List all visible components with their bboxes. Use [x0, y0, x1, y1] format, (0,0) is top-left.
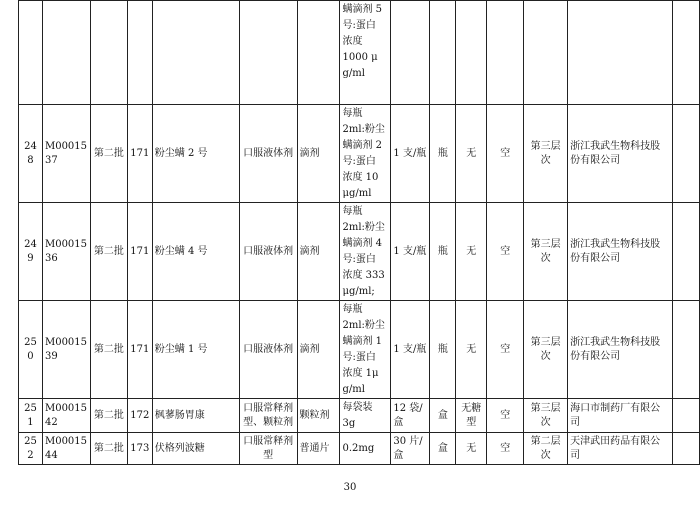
unit-cell: 瓶 [430, 301, 456, 399]
code-cell [42, 1, 90, 105]
code-cell: M0001544 [42, 433, 90, 465]
pack-cell: 1 支/瓶 [391, 301, 430, 399]
drug-name-cell: 粉尘螨 4 号 [152, 203, 239, 301]
spec-cell [340, 1, 391, 105]
spec-cell [340, 301, 391, 399]
spec-line: 螨滴剂 5 [342, 4, 383, 15]
spec-cell [340, 433, 391, 465]
spec-lines [342, 1, 388, 82]
dosage-form-cell: 口服常释剂型、颗粒剂 [239, 399, 297, 433]
batch-cell: 第二批 [90, 301, 127, 399]
drug-name-cell: 粉尘螨 1 号 [152, 301, 239, 399]
drug-catalog-table [18, 0, 700, 465]
code-cell: M0001536 [42, 203, 90, 301]
group-cell: 173 [127, 433, 152, 465]
batch-cell: 第二批 [90, 433, 127, 465]
spec-lines [342, 440, 388, 457]
table-row [19, 301, 700, 399]
seq-cell: 248 [19, 105, 43, 203]
dosage-form-cell [239, 1, 297, 105]
spec-line: 2ml:粉尘 [342, 124, 385, 135]
spec-lines [342, 301, 388, 398]
page-number: 30 [343, 482, 357, 493]
spec-line: 1000 μ [342, 52, 378, 63]
table-row [19, 399, 700, 433]
spec-line: 螨滴剂 1 [342, 336, 383, 347]
type-note-cell [456, 1, 487, 105]
drug-name-cell [152, 1, 239, 105]
spec-line: 号:蛋白 [342, 156, 376, 167]
table-row [19, 203, 700, 301]
extra-cell [672, 1, 699, 105]
form-type-cell: 滴剂 [297, 301, 340, 399]
table-row [19, 105, 700, 203]
spec-line: g/ml [342, 384, 365, 395]
pack-cell: 1 支/瓶 [391, 105, 430, 203]
spec-cell [340, 203, 391, 301]
form-type-cell: 普通片 [297, 433, 340, 465]
table-row [19, 433, 700, 465]
batch-cell: 第二批 [90, 105, 127, 203]
spec-line: 每瓶 [342, 304, 363, 315]
type-note-cell: 无 [456, 203, 487, 301]
company-cell: 海口市制药厂有限公司 [568, 399, 673, 433]
spec-line: 浓度 333 [342, 270, 385, 281]
spec-line: 2ml:粉尘 [342, 222, 385, 233]
spec-line: 号:蛋白 [342, 254, 376, 265]
extra-cell [672, 433, 699, 465]
group-cell: 172 [127, 399, 152, 433]
seq-cell: 249 [19, 203, 43, 301]
company-cell [568, 1, 673, 105]
spec-line: 浓度 10 [342, 172, 379, 183]
dosage-form-cell: 口服液体剂 [239, 203, 297, 301]
spec-cell [340, 399, 391, 433]
blank-cell: 空 [487, 105, 524, 203]
code-cell: M0001537 [42, 105, 90, 203]
spec-lines [342, 399, 388, 432]
batch-cell: 第二批 [90, 203, 127, 301]
group-cell: 171 [127, 105, 152, 203]
unit-cell: 盒 [430, 399, 456, 433]
level-cell: 第三层次 [524, 203, 568, 301]
dosage-form-cell: 口服常释剂型 [239, 433, 297, 465]
spec-line: μg/ml [342, 188, 372, 199]
seq-cell: 251 [19, 399, 43, 433]
spec-line: μg/ml; [342, 286, 375, 297]
group-cell [127, 1, 152, 105]
level-cell [524, 1, 568, 105]
pack-cell: 30 片/盒 [391, 433, 430, 465]
form-type-cell: 滴剂 [297, 203, 340, 301]
spec-line: 浓度 [342, 36, 363, 47]
batch-cell [90, 1, 127, 105]
blank-cell: 空 [487, 203, 524, 301]
seq-cell: 250 [19, 301, 43, 399]
spec-line: 浓度 1μ [342, 368, 379, 379]
pack-cell: 1 支/瓶 [391, 203, 430, 301]
pack-cell [391, 1, 430, 105]
spec-line: 号:蛋白 [342, 20, 376, 31]
batch-cell: 第二批 [90, 399, 127, 433]
form-type-cell [297, 1, 340, 105]
drug-name-cell: 伏格列波糖 [152, 433, 239, 465]
level-cell: 第三层次 [524, 301, 568, 399]
code-cell: M0001539 [42, 301, 90, 399]
drug-name-cell: 枫蓼肠胃康 [152, 399, 239, 433]
spec-line: 每瓶 [342, 206, 363, 217]
form-type-cell: 滴剂 [297, 105, 340, 203]
extra-cell [672, 203, 699, 301]
spec-line: 螨滴剂 2 [342, 140, 383, 151]
company-cell: 浙江我武生物科技股份有限公司 [568, 105, 673, 203]
seq-cell [19, 1, 43, 105]
pack-cell: 12 袋/盒 [391, 399, 430, 433]
dosage-form-cell: 口服液体剂 [239, 301, 297, 399]
type-note-cell: 无 [456, 301, 487, 399]
group-cell: 171 [127, 203, 152, 301]
group-cell: 171 [127, 301, 152, 399]
spec-line: 螨滴剂 4 [342, 238, 383, 249]
spec-lines [342, 105, 388, 202]
blank-cell: 空 [487, 433, 524, 465]
company-cell: 浙江我武生物科技股份有限公司 [568, 203, 673, 301]
spec-line: 3g [342, 418, 356, 429]
spec-line: 每袋装 [342, 402, 373, 413]
extra-cell [672, 301, 699, 399]
extra-cell [672, 105, 699, 203]
form-type-cell: 颗粒剂 [297, 399, 340, 433]
spec-line: 每瓶 [342, 108, 363, 119]
spec-lines [342, 203, 388, 300]
level-cell: 第三层次 [524, 399, 568, 433]
unit-cell: 瓶 [430, 105, 456, 203]
blank-cell: 空 [487, 399, 524, 433]
blank-cell [487, 1, 524, 105]
unit-cell [430, 1, 456, 105]
spec-cell [340, 105, 391, 203]
table-row-continued [19, 1, 700, 105]
spec-line: 2ml:粉尘 [342, 320, 385, 331]
spec-line: 0.2mg [342, 443, 375, 454]
dosage-form-cell: 口服液体剂 [239, 105, 297, 203]
spec-line: g/ml [342, 68, 365, 79]
company-cell: 天津武田药品有限公司 [568, 433, 673, 465]
type-note-cell: 无糖型 [456, 399, 487, 433]
spec-line: 号:蛋白 [342, 352, 376, 363]
code-cell: M0001542 [42, 399, 90, 433]
type-note-cell: 无 [456, 105, 487, 203]
drug-name-cell: 粉尘螨 2 号 [152, 105, 239, 203]
blank-cell: 空 [487, 301, 524, 399]
extra-cell [672, 399, 699, 433]
level-cell: 第三层次 [524, 105, 568, 203]
level-cell: 第二层次 [524, 433, 568, 465]
unit-cell: 瓶 [430, 203, 456, 301]
company-cell: 浙江我武生物科技股份有限公司 [568, 301, 673, 399]
seq-cell: 252 [19, 433, 43, 465]
unit-cell: 盒 [430, 433, 456, 465]
type-note-cell: 无 [456, 433, 487, 465]
